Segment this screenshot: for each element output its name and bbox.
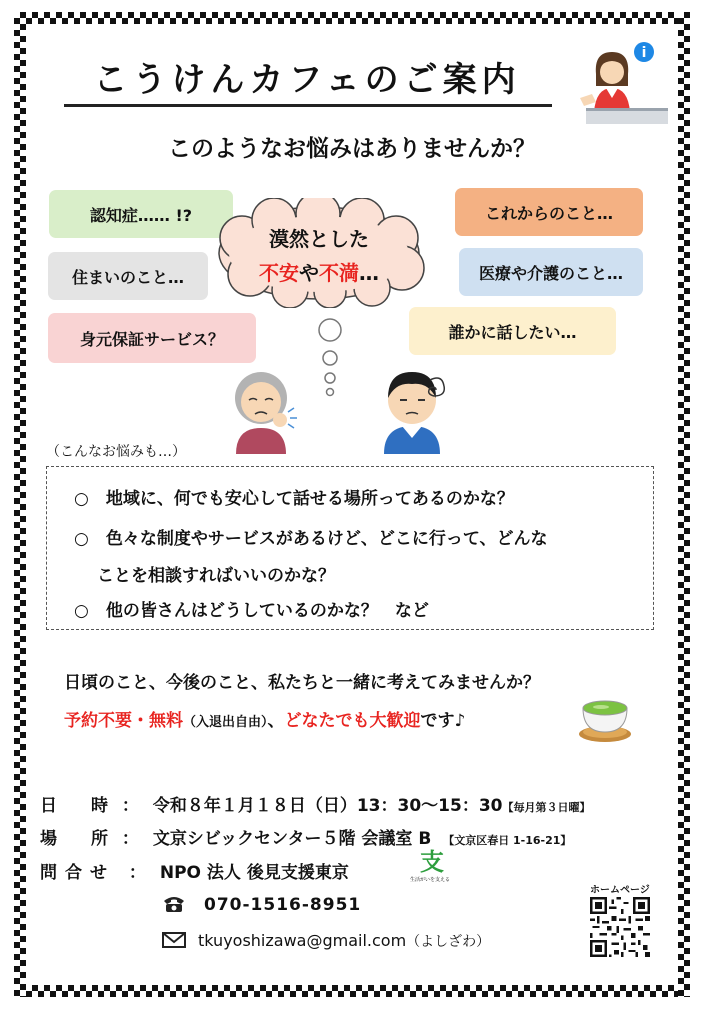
date-note: 【毎月第３日曜】 <box>502 801 591 814</box>
worry-future: これからのこと… <box>455 188 643 236</box>
thought-text <box>212 222 426 290</box>
date-label: 日 時 <box>40 796 108 816</box>
admission-text: 予約不要・無料（入退出自由）、どなたでも大歓迎です♪ <box>64 711 466 731</box>
worry-guarantor: 身元保証サービス？ <box>48 313 256 363</box>
worry-housing: 住まいのこと… <box>48 252 208 300</box>
email-contact-name: （よしざわ） <box>406 934 491 950</box>
teacup-icon <box>577 688 633 744</box>
phone-icon <box>162 895 186 913</box>
place-note: 【文京区春日 1-16-21】 <box>443 834 572 847</box>
receptionist-illustration <box>572 36 672 128</box>
contact-org: NPO 法人 後見支援東京 <box>159 863 349 883</box>
checkered-border-top <box>14 12 690 24</box>
worry-dementia: 認知症…… !? <box>49 190 233 238</box>
place-label: 場 所 <box>40 829 108 849</box>
title-underline <box>64 104 552 107</box>
date-value: 令和８年１月１８日（日）13：30～15：30 <box>152 796 503 816</box>
org-logo <box>410 848 451 883</box>
svg-text:i: i <box>641 45 647 61</box>
worry-medical-care: 医療や介護のこと… <box>459 248 643 296</box>
other-worries-label: （こんなお悩みも…） <box>46 444 186 460</box>
welcome-text: どなたでも大歓迎 <box>284 711 421 731</box>
invitation-text: 日頃のこと、今後のこと、私たちと一緒に考えてみませんか？ <box>64 673 540 693</box>
worry-talk: 誰かに話したい… <box>409 307 616 355</box>
email-line <box>198 931 490 951</box>
no-reservation-text: 予約不要・無料 <box>64 711 183 731</box>
question-2b: ことを相談すればいいのかな？ <box>97 566 335 586</box>
worried-man-illustration <box>380 360 462 454</box>
thought-line1: 漠然とした <box>269 227 369 251</box>
email-address[interactable]: tkuyoshizawa@gmail.com <box>198 931 407 950</box>
page-title: こうけんカフェのご案内 <box>93 60 521 100</box>
place-value: 文京シビックセンター５階 会議室 B <box>152 829 432 849</box>
checkered-border-bottom <box>14 985 690 997</box>
question-1: ○ 地域に、何でも安心して話せる場所ってあるのかな？ <box>74 489 514 509</box>
qr-code[interactable] <box>590 896 650 958</box>
subtitle: このようなお悩みはありませんか？ <box>168 136 536 162</box>
place-row: 場 所 ： 文京シビックセンター５階 会議室 B 【文京区春日 1-16-21】 <box>40 829 572 849</box>
worried-woman-illustration <box>228 368 298 454</box>
mail-icon <box>162 932 186 948</box>
date-row: 日 時 ： 令和８年１月１８日（日）13：30～15：30【毎月第３日曜】 <box>40 796 591 816</box>
contact-label: 問合せ <box>40 863 115 883</box>
thought-trail <box>318 318 348 398</box>
homepage-label: ホームページ <box>590 885 650 896</box>
anxiety-text: 不安 <box>259 261 299 285</box>
thought-line2: 不安や不満… <box>259 261 379 285</box>
free-entry-text: （入退出自由） <box>183 715 268 730</box>
org-logo-mark: 支 <box>420 848 444 876</box>
question-2a: ○ 色々な制度やサービスがあるけど、どこに行って、どんな <box>74 529 548 549</box>
phone-number: 070-1516-8951 <box>204 895 362 915</box>
dissatisfaction-text: 不満 <box>319 261 359 285</box>
question-3: ○ 他の皆さんはどうしているのかな？ など <box>74 601 429 621</box>
org-logo-caption: 生活がいを支える <box>410 877 451 883</box>
contact-row: 問合せ ： NPO 法人 後見支援東京 <box>40 863 349 883</box>
